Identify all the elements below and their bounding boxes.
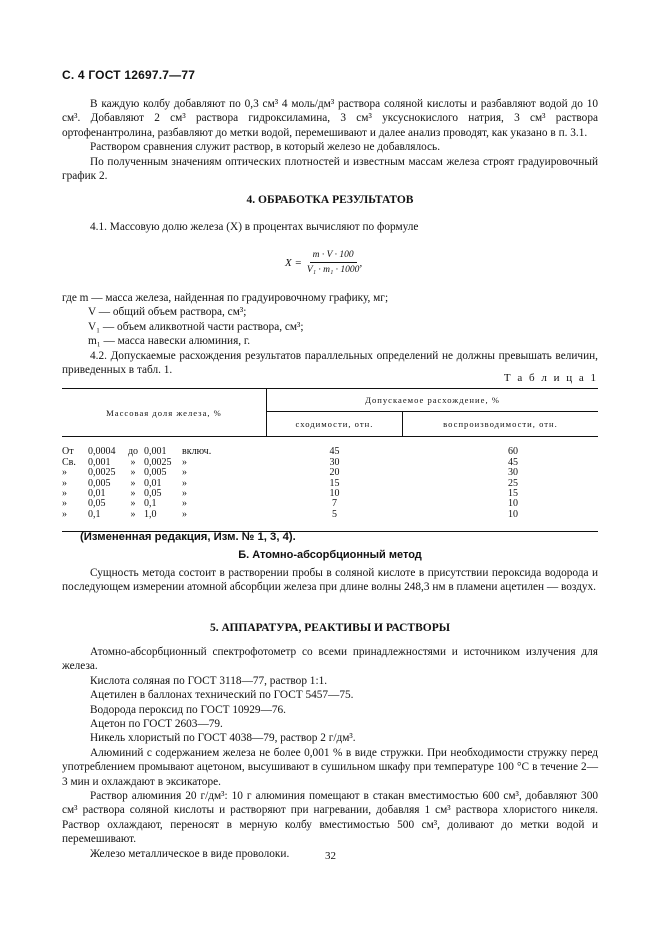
- range-to: 0,01: [144, 477, 162, 489]
- paragraph: Водорода пероксид по ГОСТ 10929—76.: [90, 703, 286, 716]
- range-from: 0,05: [88, 498, 106, 510]
- range-prefix: »: [62, 477, 67, 489]
- page-number: 32: [325, 850, 336, 862]
- cell-convergence: 30: [329, 456, 340, 468]
- range-suffix: »: [182, 467, 187, 479]
- range-separator: »: [130, 477, 136, 489]
- range-prefix: »: [62, 498, 67, 510]
- range-to: 0,0025: [144, 456, 172, 468]
- range-suffix: »: [182, 498, 187, 510]
- paragraph: Ацетон по ГОСТ 2603—79.: [90, 718, 223, 731]
- table-row: [62, 510, 598, 520]
- range-suffix: включ.: [182, 446, 212, 458]
- paragraph-4-2: 4.2. Допускаемые расхождения результатов параллельных определений не должны превышать величин, приведенных в табл. 1.: [62, 349, 598, 377]
- col-header-group: Допускаемое расхождение, %: [267, 389, 599, 412]
- range-from: 0,1: [88, 508, 101, 520]
- range-from: 0,01: [88, 488, 106, 500]
- formula-lhs: X =: [285, 256, 302, 269]
- range-to: 0,1: [144, 498, 157, 510]
- range-to: 0,005: [144, 467, 167, 479]
- cell-reproducibility: 10: [508, 498, 518, 510]
- table-bottom-rule: [62, 520, 598, 531]
- range-from: 0,0025: [88, 467, 116, 479]
- range-from: 0,001: [88, 456, 111, 468]
- range-suffix: »: [182, 488, 187, 500]
- section-apparatus-text: [62, 645, 598, 861]
- section-heading-apparatus: 5. АППАРАТУРА, РЕАКТИВЫ И РАСТВОРЫ: [209, 622, 451, 634]
- cell-reproducibility: 30: [508, 467, 518, 479]
- range-prefix: От: [62, 446, 74, 458]
- range-separator: »: [130, 498, 136, 510]
- paragraph: Раствор алюминия 20 г/дм³: 10 г алюминия помещают в стакан вместимостью 600 см³, добавляют 300 см³ раствора соляной кислоты и растворяют при нагревании, добавляя 1 см³ раствора хлористого никеля. Раствор охлаждают, переносят в мерную колбу вместимостью 500 см³, доливают до метки водой и перемешивают.: [62, 790, 598, 846]
- range-to: 0,05: [144, 488, 162, 500]
- cell-convergence: 7: [331, 498, 337, 510]
- cell-reproducibility: 10: [508, 508, 518, 520]
- range-from: 0,005: [88, 477, 111, 489]
- paragraph: Кислота соляная по ГОСТ 3118—77, раствор 1:1.: [90, 674, 328, 687]
- paragraph: Раствором сравнения служит раствор, в который железо не добавлялось.: [90, 141, 441, 154]
- legend-line: где m — масса железа, найденная по градуировочному графику, мг;: [62, 292, 389, 304]
- range-prefix: »: [62, 467, 67, 479]
- mass-fraction-formula: [285, 250, 362, 275]
- paragraph: Алюминий с содержанием железа не более 0,001 % в виде стружки. При необходимости стружку перед употреблением промывают ацетоном, высушивают в сушильном шкафу при температуре 100 °С в течение 2—3 мин и охлаждают в эксикаторе.: [62, 746, 598, 788]
- range-suffix: »: [182, 477, 187, 489]
- page-header: С. 4 ГОСТ 12697.7—77: [62, 68, 196, 82]
- legend-line: V — общий объем раствора, см³;: [88, 306, 247, 319]
- paragraph-4-1: 4.1. Массовую долю железа (X) в процентах вычисляют по формуле: [90, 221, 419, 233]
- range-to: 0,001: [144, 446, 167, 458]
- range-separator: »: [130, 508, 136, 520]
- col-header-convergence: сходимости, отн.: [267, 412, 403, 437]
- cell-reproducibility: 60: [508, 446, 518, 458]
- cell-convergence: 45: [329, 446, 340, 458]
- cell-convergence: 15: [329, 477, 340, 489]
- paragraph: Никель хлористый по ГОСТ 4038—79, раствор 2 г/дм³.: [90, 732, 356, 745]
- table-body: [62, 437, 598, 532]
- range-suffix: »: [182, 456, 187, 468]
- paragraph: Атомно-абсорбционный спектрофотометр со всеми принадлежностями и источником излучения для железа.: [62, 646, 598, 673]
- tolerance-table: [62, 388, 598, 532]
- cell-convergence: 5: [331, 508, 337, 520]
- range-prefix: »: [62, 508, 67, 520]
- method-description: [62, 566, 598, 595]
- paragraph: Сущность метода состоит в растворении пробы в соляной кислоте в присутствии пероксида водорода и последующем измерении атомной абсорбции железа при длине волны 248,3 нм в пламени ацетилен — воздух.: [62, 567, 598, 594]
- legend-line: V₁ — объем аликвотной части раствора, см³;: [88, 320, 304, 333]
- paragraph: Ацетилен в баллонах технический по ГОСТ 5457—75.: [90, 689, 354, 702]
- section-results-text: [62, 220, 598, 234]
- paragraph: Железо металлическое в виде проволоки.: [90, 847, 290, 860]
- range-separator: »: [130, 488, 136, 500]
- range-suffix: »: [182, 508, 187, 520]
- range-to: 1,0: [144, 508, 157, 520]
- cell-convergence: 10: [329, 488, 340, 500]
- cell-reproducibility: 15: [508, 488, 518, 500]
- paragraph: В каждую колбу добавляют по 0,3 см³ 4 моль/дм³ раствора соляной кислоты и разбавляют водой до 10 см³. Добавляют 2 см³ раствора гидроксиламина, 3 см³ уксуснокислого натрия, 3 см³ раствора ортофенантролина, разбавляют до метки водой, перемешивают и далее анализ проводят, как указано в п. 3.1.: [62, 98, 598, 139]
- cell-reproducibility: 45: [508, 456, 518, 468]
- paragraph: По полученным значениям оптических плотностей и известным массам железа строят градуировочный график 2.: [62, 155, 598, 183]
- col-header-mass-fraction: Массовая доля железа, %: [62, 389, 267, 437]
- range-from: 0,0004: [88, 446, 116, 458]
- method-heading: Б. Атомно-абсорбционный метод: [238, 549, 422, 561]
- table-caption: Т а б л и ц а 1: [503, 372, 598, 384]
- formula-fraction: [306, 250, 363, 275]
- formula-tail: ,: [359, 256, 363, 269]
- range-prefix: »: [62, 488, 67, 500]
- cell-reproducibility: 25: [508, 477, 518, 489]
- col-header-reproducibility: воспроизводимости, отн.: [402, 412, 598, 437]
- range-prefix: Св.: [62, 456, 76, 468]
- formula-numerator: m · V · 100: [310, 250, 357, 263]
- formula-denominator: V₁ · m₁ · 1000: [306, 265, 360, 275]
- range-separator: до: [127, 446, 139, 458]
- formula-legend: [62, 291, 598, 377]
- range-separator: »: [130, 456, 136, 468]
- cell-range: [62, 510, 267, 520]
- edit-note: (Измененная редакция, Изм. № 1, 3, 4).: [80, 531, 296, 543]
- section-intro-text: [62, 97, 598, 183]
- section-heading-results: 4. ОБРАБОТКА РЕЗУЛЬТАТОВ: [246, 194, 414, 206]
- legend-line: m₁ — масса навески алюминия, г.: [88, 335, 251, 348]
- range-separator: »: [130, 467, 136, 479]
- cell-convergence: 20: [329, 467, 340, 479]
